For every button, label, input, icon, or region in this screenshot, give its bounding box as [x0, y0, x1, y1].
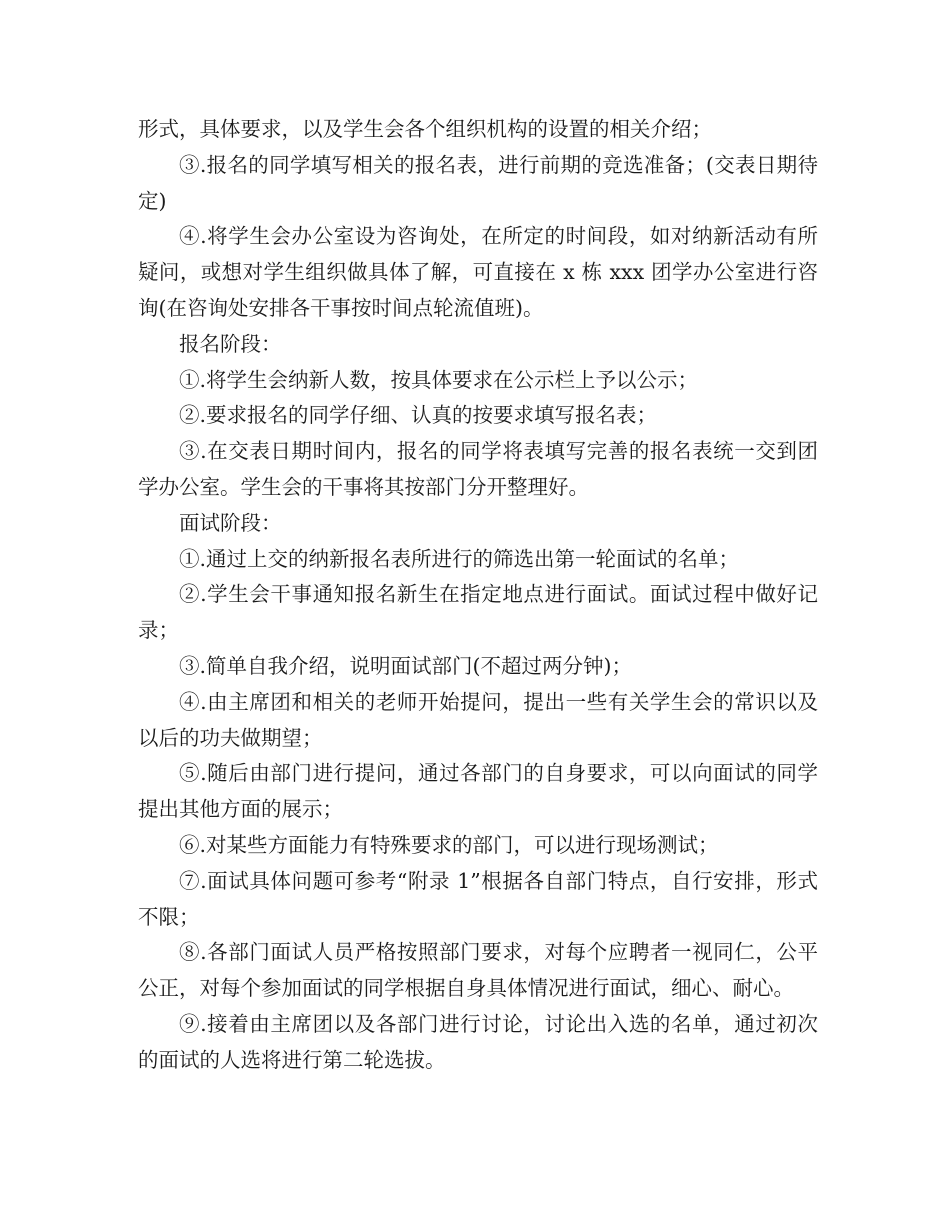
- paragraph-1: 形式，具体要求，以及学生会各个组织机构的设置的相关介绍；: [138, 117, 712, 141]
- paragraph-16: ⑧.各部门面试人员严格按照部门要求，对每个应聘者一视同仁，公平公正，对每个参加面试的同学根据自身具体情况进行面试，细心、耐心。: [138, 940, 818, 1001]
- paragraph-14: ⑥.对某些方面能力有特殊要求的部门，可以进行现场测试；: [179, 832, 719, 857]
- paragraph-6: ②.要求报名的同学仔细、认真的按要求填写报名表；: [179, 403, 658, 428]
- section-heading-interview: 面试阶段：: [179, 510, 282, 535]
- paragraph-11: ③.简单自我介绍，说明面试部门(不超过两分钟)；: [179, 653, 633, 678]
- document-body: [138, 112, 818, 1079]
- paragraph-15: ⑦.面试具体问题可参考“附录 1”根据各自部门特点，自行安排，形式不限；: [138, 868, 818, 929]
- paragraph-5: ①.将学生会纳新人数，按具体要求在公示栏上予以公示；: [179, 367, 699, 392]
- paragraph-10: ②.学生会干事通知报名新生在指定地点进行面试。面试过程中做好记录；: [138, 582, 818, 643]
- paragraph-7: ③.在交表日期时间内，报名的同学将表填写完善的报名表统一交到团学办公室。学生会的干事将其按部门分开整理好。: [138, 439, 818, 499]
- paragraph-3: ④.将学生会办公室设为咨询处，在所定的时间段，如对纳新活动有所疑问，或想对学生组织做具体了解，可直接在 x 栋 xxx 团学办公室进行咨询(在咨询处安排各干事按时间点轮流值班)。: [138, 224, 818, 320]
- paragraph-2: ③.报名的同学填写相关的报名表，进行前期的竞选准备；(交表日期待定): [138, 152, 818, 213]
- section-heading-registration: 报名阶段：: [179, 331, 282, 356]
- paragraph-9: ①.通过上交的纳新报名表所进行的筛选出第一轮面试的名单；: [179, 546, 740, 571]
- paragraph-12: ④.由主席团和相关的老师开始提问，提出一些有关学生会的常识以及以后的功夫做期望；: [138, 689, 818, 750]
- paragraph-17: ⑨.接着由主席团以及各部门进行讨论，讨论出入选的名单，通过初次的面试的人选将进行第二轮选拔。: [138, 1011, 818, 1072]
- paragraph-13: ⑤.随后由部门进行提问，通过各部门的自身要求，可以向面试的同学提出其他方面的展示；: [138, 761, 818, 822]
